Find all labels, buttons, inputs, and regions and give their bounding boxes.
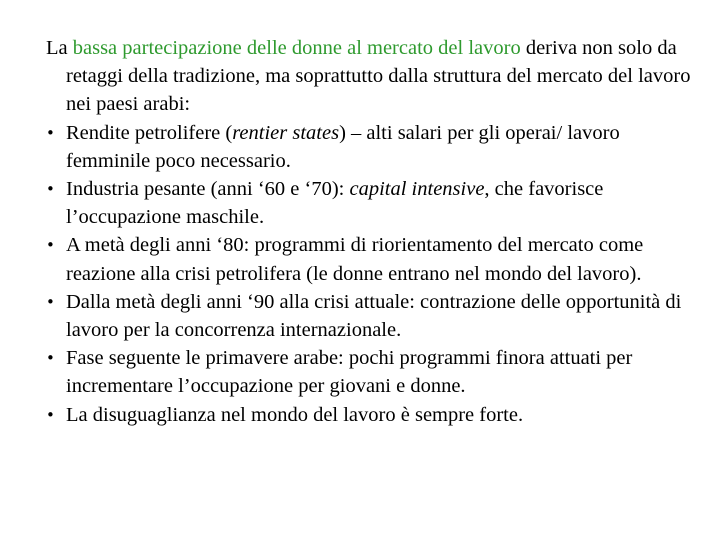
bullet-list (46, 119, 696, 429)
intro-highlight: bassa partecipazione delle donne al mercato del lavoro (72, 37, 521, 59)
bullet-text-end: , che favorisce l’occupazione maschile. (66, 178, 604, 229)
intro-lead: La (46, 37, 73, 59)
bullet-emphasis: rentier states (232, 121, 340, 144)
bullet-icon: • (46, 180, 55, 199)
bullet-emphasis: capital intensive (349, 178, 485, 201)
bullet-icon: • (46, 349, 55, 368)
bullet-icon: • (46, 292, 55, 311)
bullet-text: Rendite petrolifere ( (66, 121, 233, 144)
bullet-text: Industria pesante (anni ‘60 e ‘70): (66, 178, 350, 201)
bullet-text: Fase seguente le primavere arabe: pochi programmi finora attuati per incrementare l’occupazione per giovani e donne. (66, 347, 633, 398)
bullet-item (46, 344, 696, 400)
bullet-item (46, 231, 696, 287)
intro-rest: deriva non solo da retaggi della tradizione, ma soprattutto dalla struttura del mercato del lavoro nei paesi arabi: (66, 37, 691, 116)
bullet-icon: • (46, 405, 55, 424)
bullet-text: Dalla metà degli anni ‘90 alla crisi attuale: contrazione delle opportunità di lavoro per la concorrenza internazionale. (66, 290, 682, 342)
bullet-icon: • (46, 236, 55, 255)
bullet-item (46, 175, 696, 231)
bullet-text-end: ) – alti salari per gli operai/ lavoro femminile poco necessario. (66, 121, 620, 172)
bullet-text: A metà degli anni ‘80: programmi di riorientamento del mercato come reazione alla crisi petrolifera (le donne entrano nel mondo del lavoro). (66, 234, 644, 285)
bullet-item (46, 119, 696, 175)
bullet-item (46, 288, 696, 344)
bullet-icon: • (46, 123, 55, 142)
intro-paragraph (46, 34, 696, 119)
bullet-item (46, 401, 696, 429)
bullet-text: La disuguaglianza nel mondo del lavoro è sempre forte. (66, 403, 524, 426)
slide-body (46, 34, 696, 429)
